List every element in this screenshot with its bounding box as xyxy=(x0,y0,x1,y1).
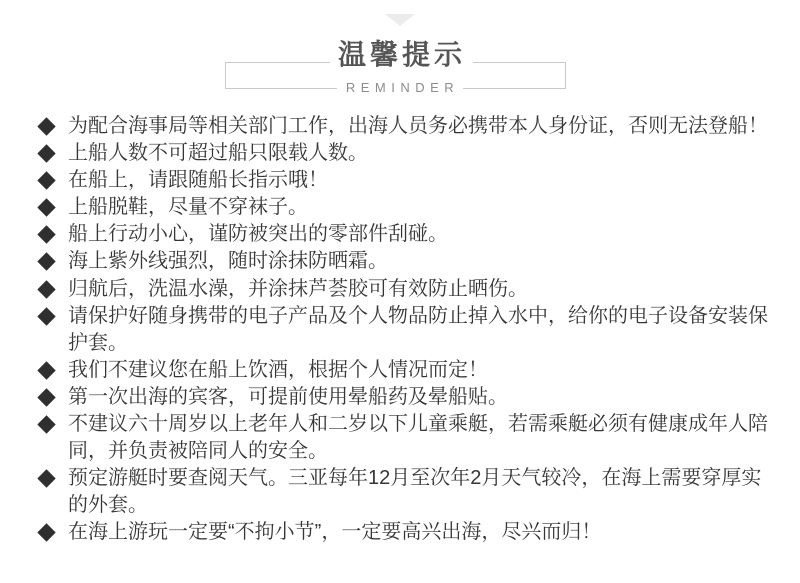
list-item xyxy=(38,357,778,384)
tip-text: 上船脱鞋，尽量不穿袜子。 xyxy=(68,196,308,219)
page-title: 温馨提示 xyxy=(337,39,466,70)
list-item xyxy=(38,113,778,140)
list-item xyxy=(38,384,778,411)
diamond-bullet-icon xyxy=(37,361,55,379)
list-item xyxy=(38,140,778,167)
diamond-bullet-icon xyxy=(37,117,55,135)
tip-text: 上船人数不可超过船只限载人数。 xyxy=(68,142,368,165)
page-subtitle: REMINDER xyxy=(345,80,460,95)
tip-text: 归航后，洗温水澡，并涂抹芦荟胶可有效防止晒伤。 xyxy=(68,277,528,300)
tip-text: 第一次出海的宾客，可提前使用晕船药及晕船贴。 xyxy=(68,385,508,408)
diamond-bullet-icon xyxy=(37,253,55,271)
tip-text: 海上紫外线强烈，随时涂抹防晒霜。 xyxy=(68,250,388,273)
diamond-bullet-icon xyxy=(37,144,55,162)
list-item xyxy=(38,194,778,221)
list-item xyxy=(38,465,778,519)
diamond-bullet-icon xyxy=(37,199,55,217)
diamond-bullet-icon xyxy=(37,280,55,298)
diamond-bullet-icon xyxy=(37,307,55,325)
list-item xyxy=(38,411,778,465)
list-item xyxy=(38,221,778,248)
list-item xyxy=(38,167,778,194)
tip-text: 在船上，请跟随船长指示哦！ xyxy=(68,169,328,192)
tip-text: 为配合海事局等相关部门工作，出海人员务必携带本人身份证，否则无法登船！ xyxy=(68,115,768,137)
diamond-bullet-icon xyxy=(37,524,55,542)
tip-text: 不建议六十周岁以上老年人和二岁以下儿童乘艇，若需乘艇必须有健康成年人陪同，并负责被陪同人的安全。 xyxy=(68,413,768,463)
tip-text: 在海上游玩一定要“不拘小节”，一定要高兴出海，尽兴而归！ xyxy=(68,521,602,544)
tip-text: 预定游艇时要查阅天气。三亚每年12月至次年2月天气较冷，在海上需要穿厚实的外套。 xyxy=(68,467,762,517)
header xyxy=(0,0,800,112)
list-item xyxy=(38,519,778,546)
tip-text: 请保护好随身携带的电子产品及个人物品防止掉入水中，给你的电子设备安装保护套。 xyxy=(68,304,768,354)
tip-text: 船上行动小心，谨防被突出的零部件刮碰。 xyxy=(68,223,448,246)
diamond-bullet-icon xyxy=(37,470,55,488)
diamond-bullet-icon xyxy=(37,171,55,189)
list-item xyxy=(38,303,778,357)
tip-text: 我们不建议您在船上饮酒，根据个人情况而定！ xyxy=(68,358,488,381)
list-item xyxy=(38,276,778,303)
list-item xyxy=(38,248,778,275)
tips-list xyxy=(38,113,778,547)
diamond-bullet-icon xyxy=(37,226,55,244)
diamond-bullet-icon xyxy=(37,415,55,433)
diamond-bullet-icon xyxy=(37,388,55,406)
